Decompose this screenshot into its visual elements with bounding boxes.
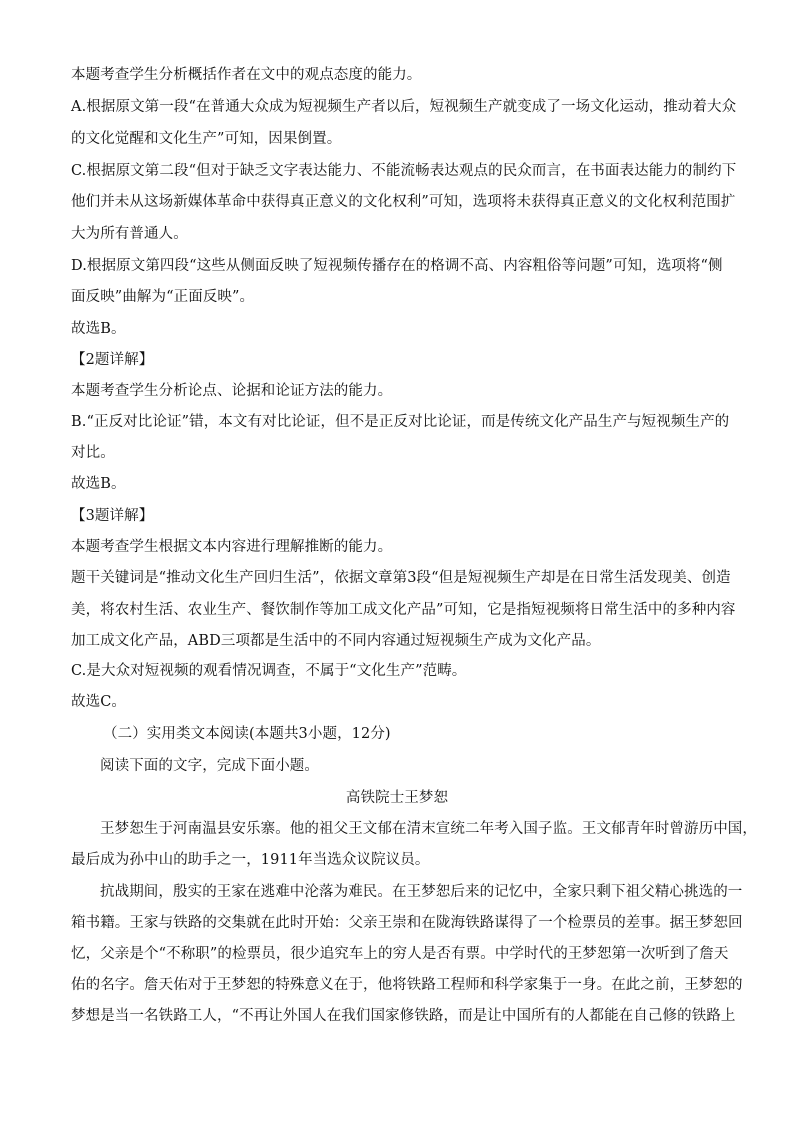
- section-heading: 【2题详解】: [71, 352, 154, 368]
- answer-line: 故选B。: [71, 476, 126, 492]
- section-heading: 【3题详解】: [71, 508, 154, 524]
- text-line: A.根据原文第一段“在普通大众成为短视频生产者以后，短视频生产就变成了一场文化运动，推动着大众: [71, 99, 737, 115]
- section-heading: （二）实用类文本阅读(本题共3小题，12分): [103, 726, 391, 742]
- text-line: 本题考查学生分析概括作者在文中的观点态度的能力。: [71, 67, 422, 83]
- text-line: 美，将农村生活、农业生产、餐饮制作等加工成文化产品”可知，它是指短视频将日常生活中的多种内容: [71, 602, 736, 618]
- text-line: 加工成文化产品，ABD三项都是生活中的不同内容通过短视频生产成为文化产品。: [71, 633, 601, 649]
- text-line: 对比。: [71, 445, 115, 461]
- text-line: 梦想是当一名铁路工人，“不再让外国人在我们国家修铁路，而是让中国所有的人都能在自己修的铁路上: [71, 1008, 736, 1024]
- text-line: 本题考查学生分析论点、论据和论证方法的能力。: [71, 383, 393, 399]
- text-line: 大为所有普通人。: [71, 226, 188, 242]
- text-line: 最后成为孙中山的助手之一，1911年当选众议院议员。: [71, 852, 430, 868]
- text-line: 箱书籍。王家与铁路的交集就在此时开始：父亲王崇和在陇海铁路谋得了一个检票员的差事。据王梦恕回: [71, 915, 743, 931]
- text-line: 忆，父亲是个“不称职”的检票员，很少追究车上的穷人是否有票。中学时代的王梦恕第一次听到了詹天: [71, 946, 729, 962]
- text-line: 的文化觉醒和文化生产”可知，因果倒置。: [71, 131, 342, 147]
- text-line: 面反映”曲解为“正面反映”。: [71, 289, 255, 305]
- text-line: 佑的名字。詹天佑对于王梦恕的特殊意义在于，他将铁路工程师和科学家集于一身。在此之前，王梦恕的: [71, 977, 743, 993]
- article-title: 高铁院士王梦恕: [345, 790, 449, 806]
- text-line: C.是大众对短视频的观看情况调查，不属于“文化生产”范畴。: [71, 663, 467, 679]
- instruction-line: 阅读下面的文字，完成下面小题。: [100, 758, 319, 774]
- text-line: D.根据原文第四段“这些从侧面反映了短视频传播存在的格调不高、内容粗俗等问题”可知，选项将“侧: [71, 258, 723, 274]
- text-line: B.“正反对比论证”错，本文有对比论证，但不是正反对比论证，而是传统文化产品生产与短视频生产的: [71, 414, 730, 430]
- text-line: 抗战期间，殷实的王家在逃难中沦落为难民。在王梦恕后来的记忆中，全家只剩下祖父精心挑选的一: [100, 884, 743, 900]
- answer-line: 故选C。: [71, 694, 126, 710]
- text-line: 题干关键词是“推动文化生产回归生活”，依据文章第3段“但是短视频生产却是在日常生活发现美、创造: [71, 570, 731, 586]
- text-line: 他们并未从这场新媒体革命中获得真正意义的文化权利”可知，选项将未获得真正意义的文化权利范围扩: [71, 194, 736, 210]
- answer-line: 故选B。: [71, 321, 126, 337]
- text-line: C.根据原文第二段“但对于缺乏文字表达能力、不能流畅表达观点的民众而言，在书面表达能力的制约下: [71, 163, 737, 179]
- text-line: 本题考查学生根据文本内容进行理解推断的能力。: [71, 539, 393, 555]
- text-line: 王梦恕生于河南温县安乐寨。他的祖父王文郁在清末宣统二年考入国子监。王文郁青年时曾游历中国，: [100, 821, 757, 837]
